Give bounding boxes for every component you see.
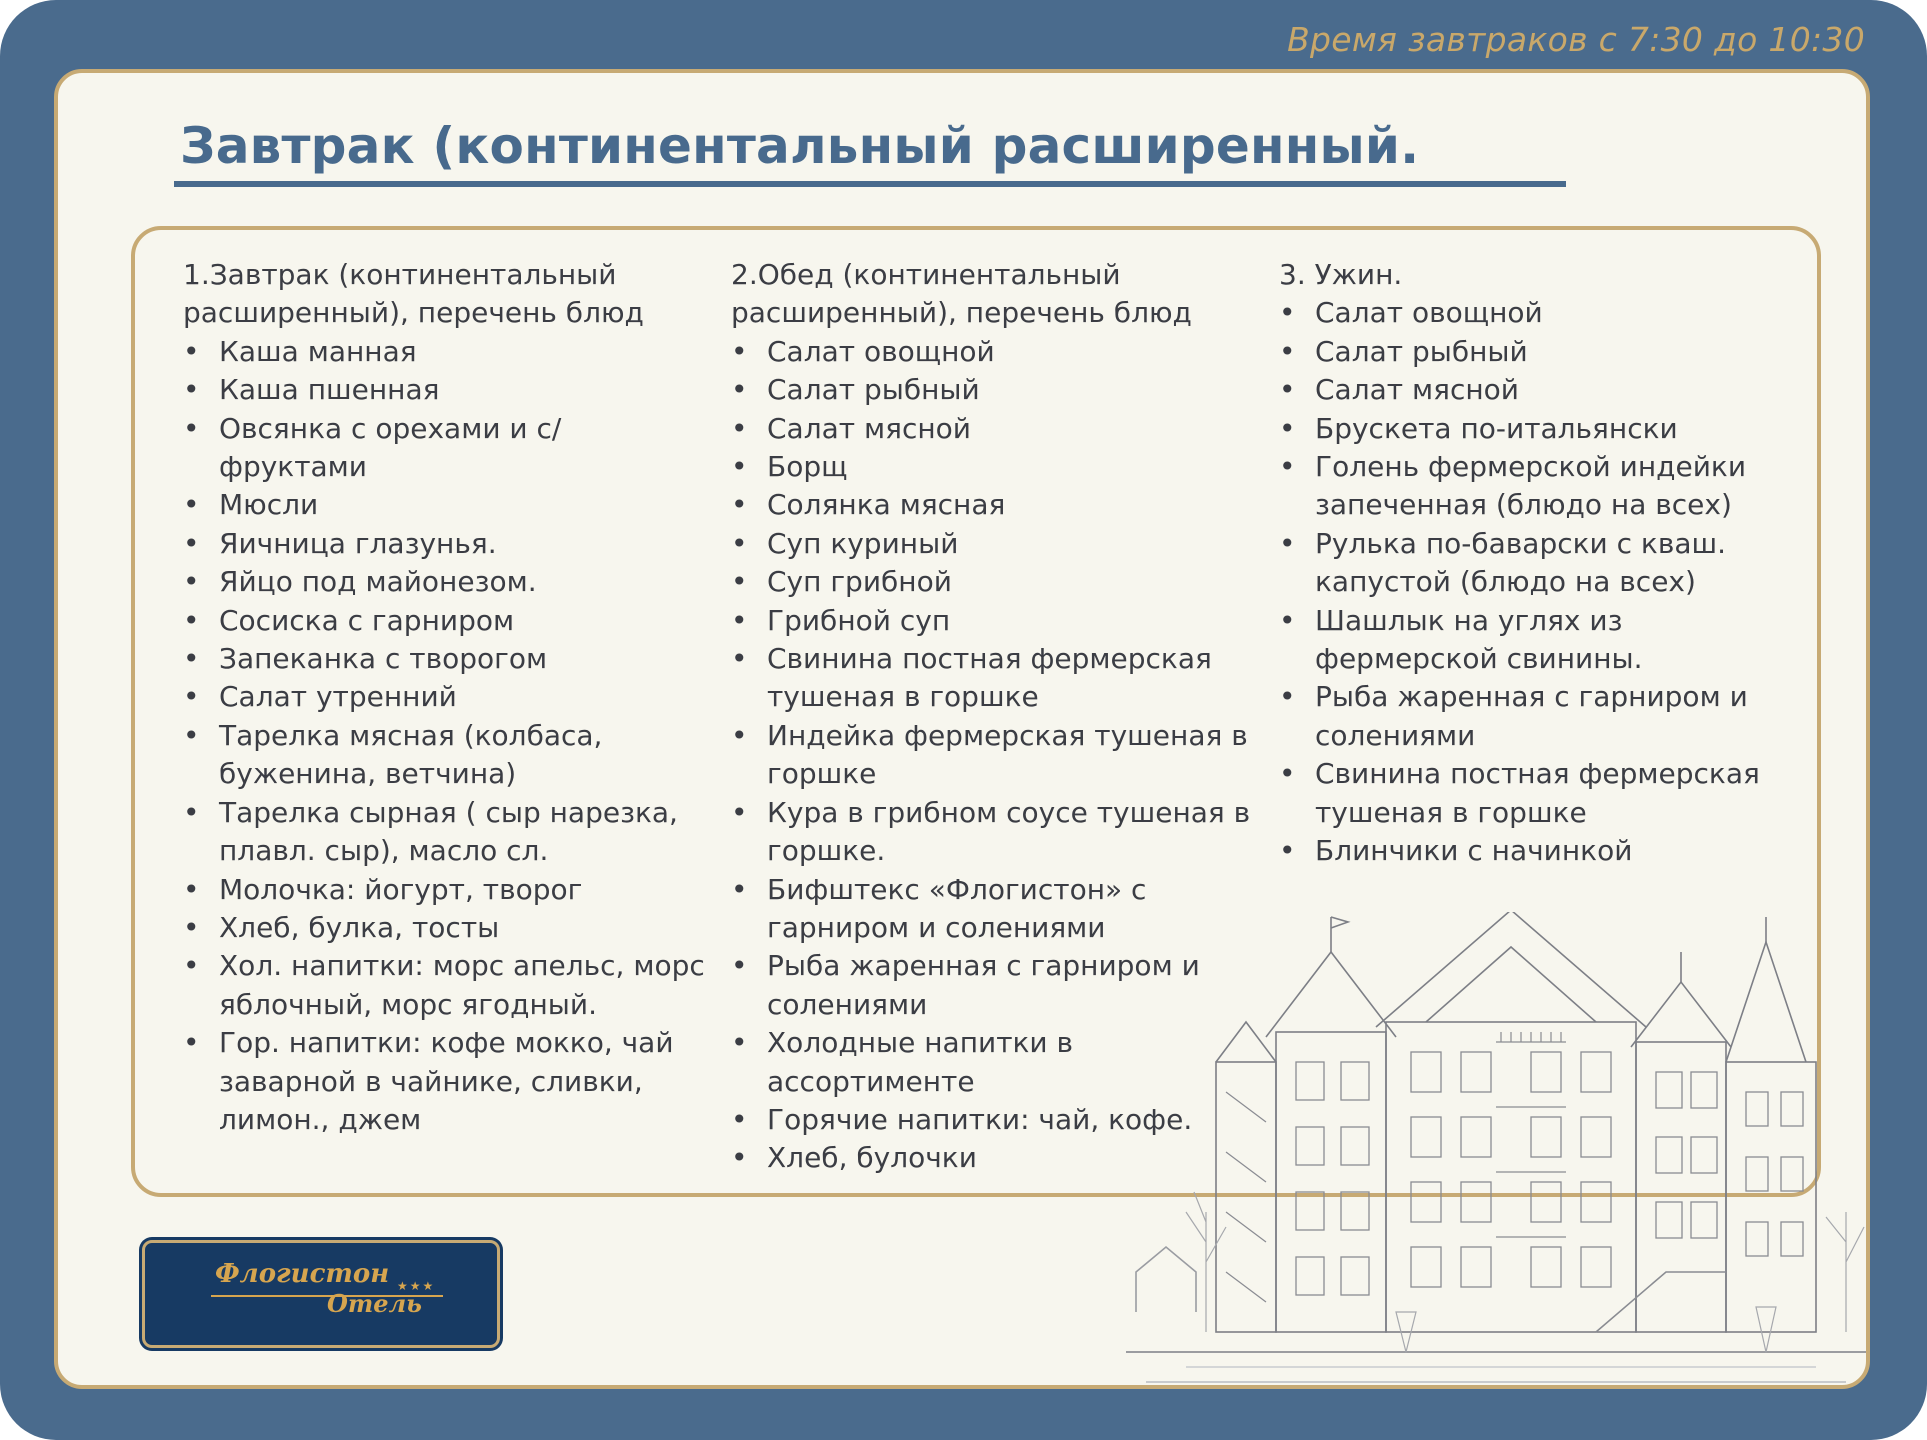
- list-item: • Запеканка с творогом: [183, 640, 713, 678]
- list-item: • Борщ: [731, 448, 1271, 486]
- list-item: • Свинина постная фермерская тушеная в горшке: [731, 640, 1271, 717]
- column-heading: 2.Обед (континентальный расширенный), перечень блюд: [731, 258, 1192, 330]
- list-item: • Гор. напитки: кофе мокко, чай заварной в чайнике, сливки, лимон., джем: [183, 1024, 713, 1139]
- list-item: • Свинина постная фермерская тушеная в горшке: [1279, 755, 1799, 832]
- list-item: • Сосиска с гарниром: [183, 602, 713, 640]
- dish-list: [183, 333, 713, 1140]
- dish-list: [1279, 294, 1799, 870]
- list-item: • Горячие напитки: чай, кофе.: [731, 1101, 1271, 1139]
- list-item: • Мюсли: [183, 486, 713, 524]
- list-item: • Рулька по-баварски с кваш. капустой (блюдо на всех): [1279, 525, 1799, 602]
- logo-stars: ★★★: [397, 1279, 436, 1293]
- menu-column-dinner: [1279, 256, 1799, 871]
- list-item: • Хлеб, булочки: [731, 1139, 1271, 1177]
- column-heading: 3. Ужин.: [1279, 258, 1403, 291]
- logo-text-name: Флогистон: [215, 1259, 390, 1289]
- column-heading: 1.Завтрак (континентальный расширенный), перечень блюд: [183, 258, 644, 330]
- list-item: • Овсянка с орехами и с/ фруктами: [183, 410, 713, 487]
- list-item: • Блинчики с начинкой: [1279, 832, 1799, 870]
- list-item: • Тарелка сырная ( сыр нарезка, плавл. сыр), масло сл.: [183, 794, 713, 871]
- list-item: • Салат мясной: [731, 410, 1271, 448]
- list-item: • Тарелка мясная (колбаса, буженина, ветчина): [183, 717, 713, 794]
- breakfast-hours: Время завтраков с 7:30 до 10:30: [1287, 20, 1865, 59]
- title-underline: [174, 181, 1566, 187]
- list-item: • Суп куриный: [731, 525, 1271, 563]
- list-item: • Бифштекс «Флогистон» с гарниром и солениями: [731, 871, 1271, 948]
- list-item: • Голень фермерской индейки запеченная (блюдо на всех): [1279, 448, 1799, 525]
- list-item: • Салат мясной: [1279, 371, 1799, 409]
- list-item: • Шашлык на углях из фермерской свинины.: [1279, 602, 1799, 679]
- list-item: • Яйцо под майонезом.: [183, 563, 713, 601]
- list-item: • Молочка: йогурт, творог: [183, 871, 713, 909]
- hotel-logo: [142, 1240, 500, 1348]
- list-item: • Каша пшенная: [183, 371, 713, 409]
- list-item: • Хол. напитки: морс апельс, морс яблочный, морс ягодный.: [183, 947, 713, 1024]
- logo-text-hotel: Отель: [327, 1289, 422, 1318]
- list-item: • Салат утренний: [183, 678, 713, 716]
- list-item: • Салат рыбный: [731, 371, 1271, 409]
- hotel-building-illustration: [1126, 912, 1866, 1392]
- list-item: • Яичница глазунья.: [183, 525, 713, 563]
- list-item: • Рыба жаренная с гарниром и солениями: [1279, 678, 1799, 755]
- list-item: • Каша манная: [183, 333, 713, 371]
- list-item: • Индейка фермерская тушеная в горшке: [731, 717, 1271, 794]
- list-item: • Хлеб, булка, тосты: [183, 909, 713, 947]
- list-item: • Брускета по-итальянски: [1279, 410, 1799, 448]
- list-item: • Салат рыбный: [1279, 333, 1799, 371]
- list-item: • Рыба жаренная с гарниром и солениями: [731, 947, 1271, 1024]
- list-item: • Холодные напитки в ассортименте: [731, 1024, 1271, 1101]
- page-title: Завтрак (континентальный расширенный.: [180, 117, 1420, 175]
- list-item: • Салат овощной: [731, 333, 1271, 371]
- list-item: • Грибной суп: [731, 602, 1271, 640]
- list-item: • Кура в грибном соусе тушеная в горшке.: [731, 794, 1271, 871]
- list-item: • Солянка мясная: [731, 486, 1271, 524]
- list-item: • Суп грибной: [731, 563, 1271, 601]
- menu-column-breakfast: [183, 256, 713, 1139]
- menu-panel: [54, 69, 1870, 1389]
- list-item: • Салат овощной: [1279, 294, 1799, 332]
